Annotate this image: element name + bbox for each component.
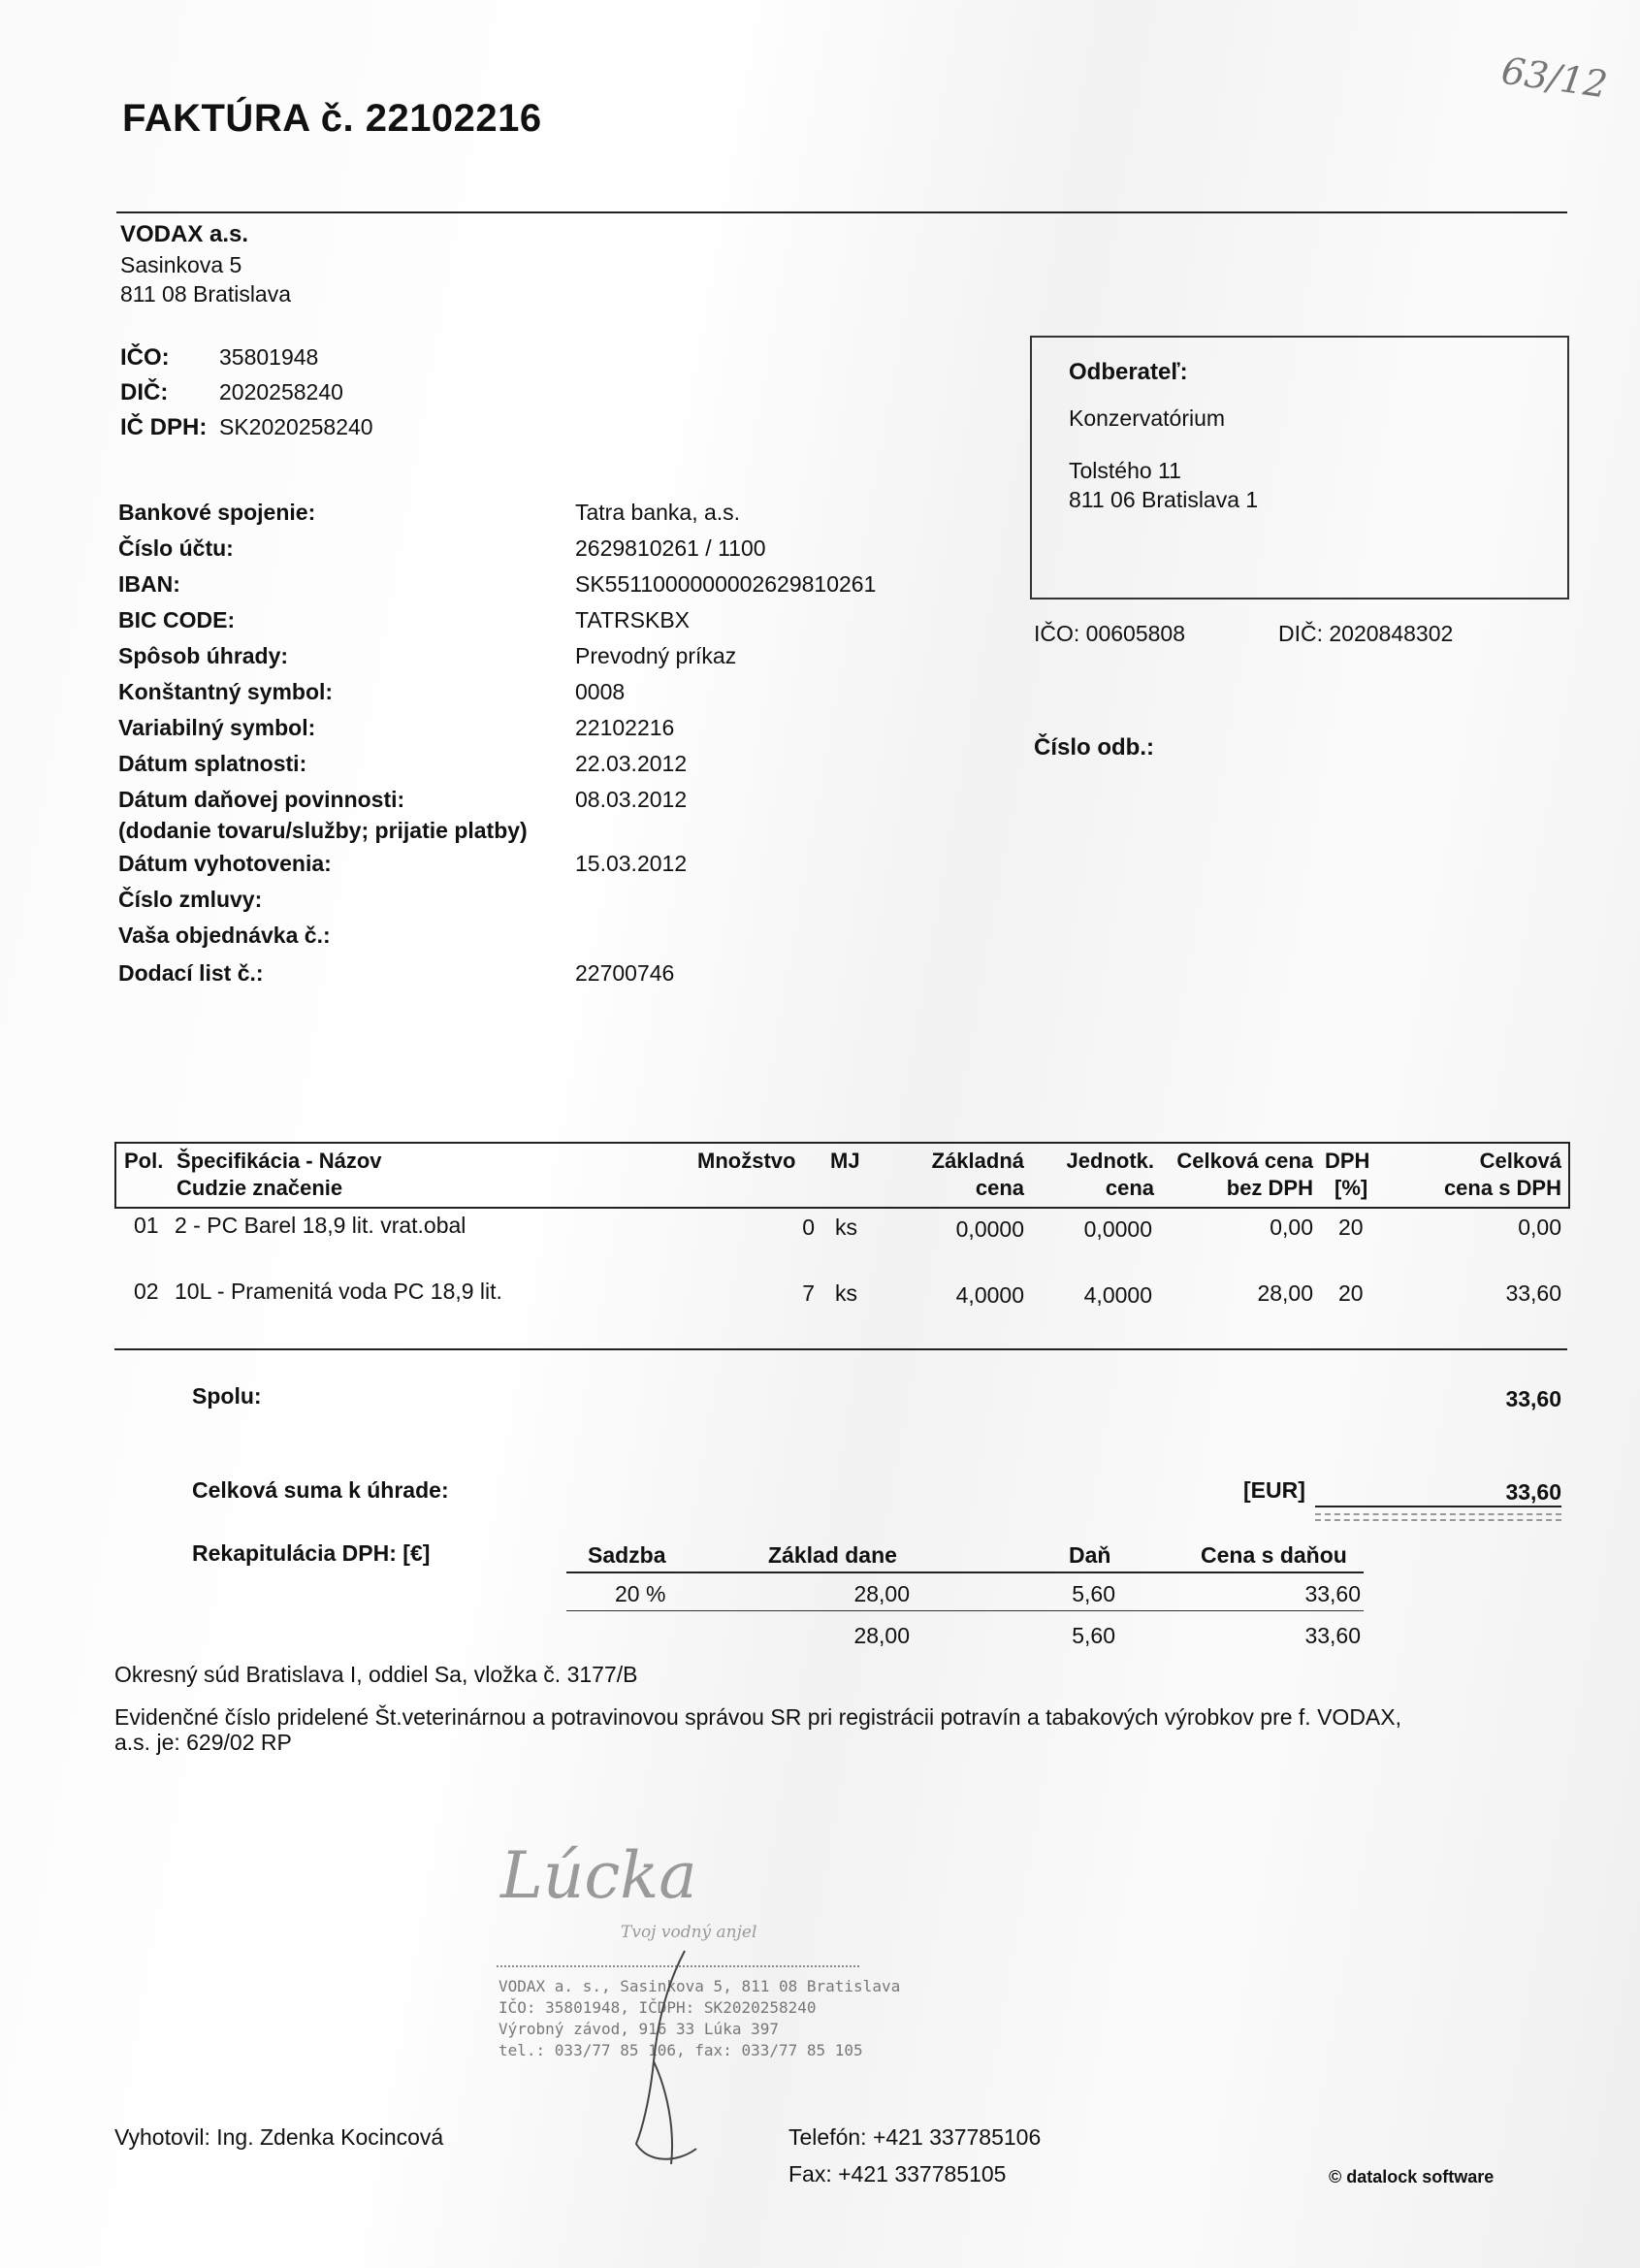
col-net-sub: bez DPH [1226, 1176, 1313, 1200]
due-value: 33,60 [1505, 1479, 1561, 1505]
col-qty: Množstvo [697, 1149, 796, 1173]
phone: Telefón: +421 337785106 [788, 2124, 1042, 2150]
detail-label: IBAN: [118, 571, 180, 597]
fax: Fax: +421 337785105 [788, 2161, 1007, 2187]
court-registration: Okresný súd Bratislava I, oddiel Sa, vložka č. 3177/B [114, 1662, 638, 1687]
vat-row-total: 33,60 [1304, 1581, 1361, 1606]
row-unit-price: 0,0000 [1083, 1216, 1152, 1242]
customer-street: Tolstého 11 [1069, 458, 1181, 483]
col-base-sub: cena [975, 1176, 1024, 1200]
sum-label: Spolu: [192, 1383, 262, 1409]
col-vat-sub: [%] [1335, 1176, 1368, 1200]
supplier-ico: 35801948 [219, 344, 319, 370]
supplier-name: VODAX a.s. [120, 221, 249, 247]
vat-total-base: 28,00 [853, 1623, 910, 1648]
col-unit-price-sub: cena [1105, 1176, 1154, 1200]
detail-label: Spôsob úhrady: [118, 643, 289, 668]
row-name: 2 - PC Barel 18,9 lit. vrat.obal [175, 1213, 466, 1238]
row-vat: 20 [1338, 1280, 1364, 1306]
detail-label: BIC CODE: [118, 607, 236, 632]
due-underline [1315, 1506, 1561, 1507]
stamp-line-4: tel.: 033/77 85 106, fax: 033/77 85 105 [498, 2041, 863, 2059]
detail-label: Číslo zmluvy: [118, 887, 263, 912]
row-name: 10L - Pramenitá voda PC 18,9 lit. [175, 1279, 502, 1304]
due-currency: [EUR] [1243, 1477, 1305, 1503]
detail-label: Bankové spojenie: [118, 500, 316, 525]
supplier-icdph: SK2020258240 [219, 414, 373, 439]
sum-value: 33,60 [1505, 1386, 1561, 1411]
row-qty: 7 [802, 1280, 815, 1306]
software-credit: © datalock software [1329, 2167, 1495, 2187]
detail-label: (dodanie tovaru/služby; prijatie platby) [118, 818, 528, 843]
detail-value: 22102216 [575, 715, 675, 740]
supplier-dic: 2020258240 [219, 379, 343, 405]
col-gross-sub: cena s DPH [1443, 1176, 1561, 1200]
vat-col-tax: Daň [1069, 1542, 1111, 1568]
detail-value: 0008 [575, 679, 626, 704]
customer-heading: Odberateľ: [1069, 359, 1188, 385]
col-gross: Celková [1479, 1149, 1561, 1173]
customer-ico: IČO: 00605808 [1034, 621, 1186, 646]
detail-value: Tatra banka, a.s. [575, 500, 741, 525]
col-base: Základná [931, 1149, 1024, 1173]
veterinary-registration: Evidenčné číslo pridelené Št.veterinárnou a potravinovou správou SR pri registrácii potravín a tabakových výrobkov pre f. VODAX, [114, 1704, 1402, 1730]
customer-name: Konzervatórium [1069, 405, 1226, 431]
row-gross: 33,60 [1505, 1280, 1561, 1306]
stamp-line-1: VODAX a. s., Sasinkova 5, 811 08 Bratislava [498, 1977, 901, 1995]
detail-label: Číslo účtu: [118, 535, 234, 561]
detail-value: TATRSKBX [575, 607, 690, 632]
customer-order-label: Číslo odb.: [1034, 734, 1154, 761]
signature-icon [628, 1945, 706, 2168]
due-dash-2 [1315, 1519, 1561, 1521]
row-base: 4,0000 [955, 1282, 1024, 1308]
vat-total-total: 33,60 [1304, 1623, 1361, 1648]
col-net: Celková cena [1176, 1149, 1313, 1173]
col-unit-price: Jednotk. [1066, 1149, 1154, 1173]
handwritten-note: 63/12 [1498, 49, 1611, 107]
detail-value: 15.03.2012 [575, 851, 688, 876]
prepared-by: Vyhotovil: Ing. Zdenka Kocincová [114, 2124, 444, 2150]
vat-row-rate: 20 % [615, 1581, 666, 1606]
detail-label: Konštantný symbol: [118, 679, 334, 704]
invoice-title: FAKTÚRA č. 22102216 [122, 97, 542, 140]
vat-header-rule [566, 1571, 1364, 1573]
row-unit: ks [835, 1215, 857, 1240]
detail-value: 08.03.2012 [575, 787, 688, 812]
row-net: 28,00 [1257, 1280, 1313, 1306]
stamp-logo: Lúcka [500, 1838, 697, 1913]
vat-row-tax: 5,60 [1072, 1581, 1115, 1606]
detail-label: Dátum splatnosti: [118, 751, 307, 776]
col-spec-sub: Cudzie značenie [177, 1176, 343, 1200]
detail-label: Variabilný symbol: [118, 715, 316, 740]
supplier-icdph-label: IČ DPH: [120, 414, 208, 440]
col-vat: DPH [1325, 1149, 1370, 1173]
vat-col-base: Základ dane [768, 1542, 897, 1568]
supplier-ico-label: IČO: [120, 344, 170, 371]
stamp-slogan: Tvoj vodný anjel [621, 1923, 757, 1942]
detail-label: Dátum vyhotovenia: [118, 851, 332, 876]
row-unit: ks [835, 1280, 857, 1306]
row-base: 0,0000 [955, 1216, 1024, 1242]
vat-col-total: Cena s daňou [1201, 1542, 1347, 1568]
customer-city: 811 06 Bratislava 1 [1069, 487, 1259, 512]
detail-value: 2629810261 / 1100 [575, 535, 766, 561]
vat-row-base: 28,00 [853, 1581, 910, 1606]
col-spec: Špecifikácia - Názov [177, 1149, 382, 1173]
row-unit-price: 4,0000 [1083, 1282, 1152, 1308]
vat-col-rate: Sadzba [588, 1542, 666, 1568]
row-gross: 0,00 [1518, 1215, 1561, 1240]
row-qty: 0 [802, 1215, 815, 1240]
title-divider [116, 211, 1567, 213]
supplier-city: 811 08 Bratislava [120, 281, 292, 307]
vat-recap-label: Rekapitulácia DPH: [€] [192, 1540, 431, 1566]
row-net: 0,00 [1270, 1215, 1313, 1240]
supplier-dic-label: DIČ: [120, 379, 169, 405]
detail-label: Dodací list č.: [118, 960, 264, 986]
col-pol: Pol. [124, 1149, 164, 1173]
vat-total-tax: 5,60 [1072, 1623, 1115, 1648]
row-vat: 20 [1338, 1215, 1364, 1240]
supplier-street: Sasinkova 5 [120, 252, 242, 277]
detail-label: Dátum daňovej povinnosti: [118, 787, 405, 812]
veterinary-registration-number: a.s. je: 629/02 RP [114, 1730, 292, 1755]
items-table-bottom-rule [114, 1348, 1567, 1350]
stamp-line-2: IČO: 35801948, IČDPH: SK2020258240 [498, 1998, 817, 2017]
customer-dic: DIČ: 2020848302 [1278, 621, 1454, 646]
vat-row-rule [566, 1610, 1364, 1611]
due-label: Celková suma k úhrade: [192, 1477, 449, 1503]
detail-label: Vaša objednávka č.: [118, 923, 331, 948]
row-pol: 01 [134, 1213, 159, 1238]
detail-value: 22700746 [575, 960, 675, 986]
col-unit: MJ [830, 1149, 860, 1173]
row-pol: 02 [134, 1279, 159, 1304]
detail-value: Prevodný príkaz [575, 643, 737, 668]
due-dash-1 [1315, 1513, 1561, 1515]
detail-value: SK5511000000002629810261 [575, 571, 877, 597]
stamp-line-3: Výrobný závod, 916 33 Lúka 397 [498, 2020, 779, 2038]
detail-value: 22.03.2012 [575, 751, 688, 776]
